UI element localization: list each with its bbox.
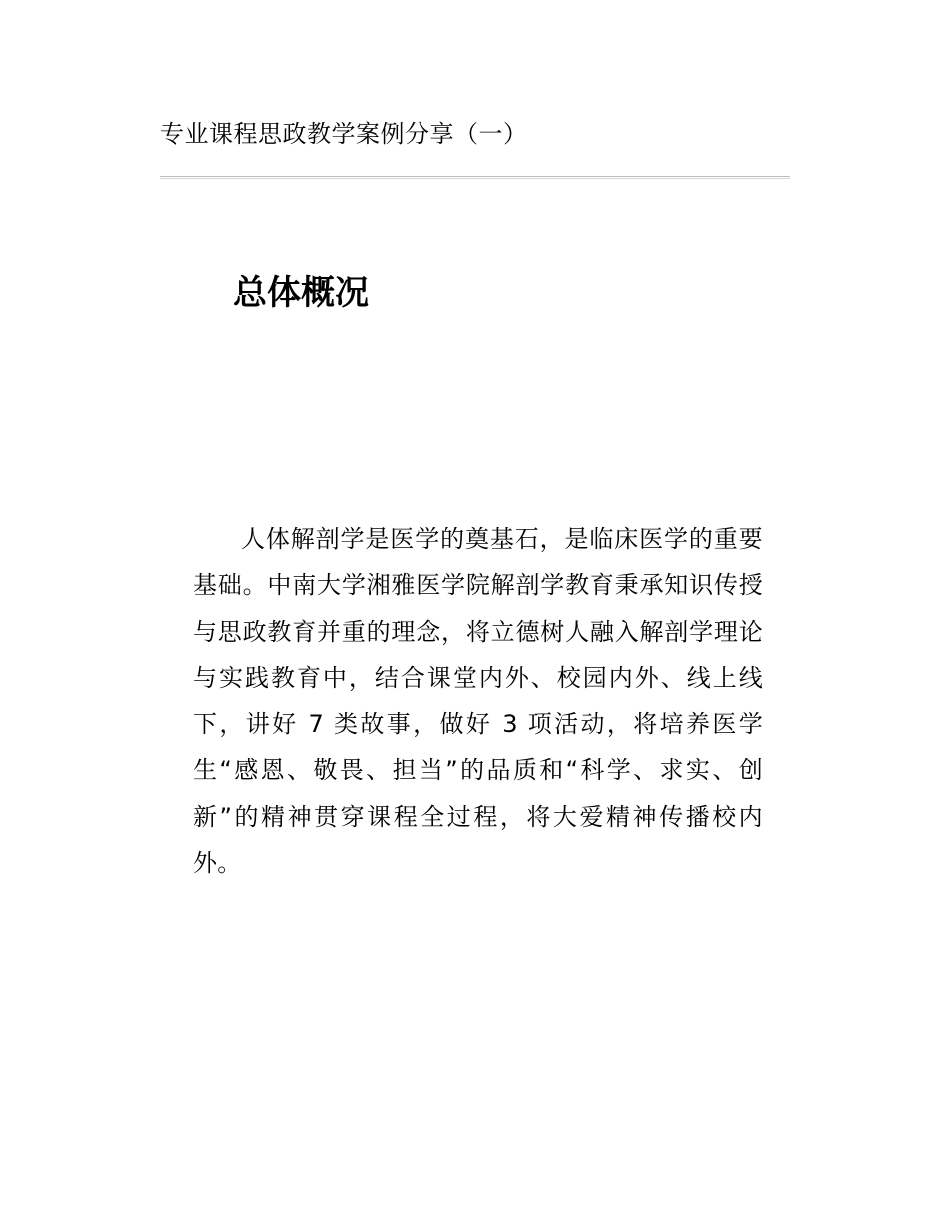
document-header: 专业课程思政教学案例分享（一） bbox=[160, 120, 528, 148]
section-title: 总体概况 bbox=[233, 273, 369, 313]
header-divider bbox=[160, 176, 790, 179]
body-paragraph: 人体解剖学是医学的奠基石，是临床医学的重要基础。中南大学湘雅医学院解剖学教育秉承知识传授与思政教育并重的理念，将立德树人融入解剖学理论与实践教育中，结合课堂内外、校园内外、线上线下，讲好 7 类故事，做好 3 项活动，将培养医学生“感恩、敬畏、担当”的品质和“科学、求实、创新”的精神贯穿课程全过程，将大爱精神传播校内外。 bbox=[193, 525, 763, 878]
